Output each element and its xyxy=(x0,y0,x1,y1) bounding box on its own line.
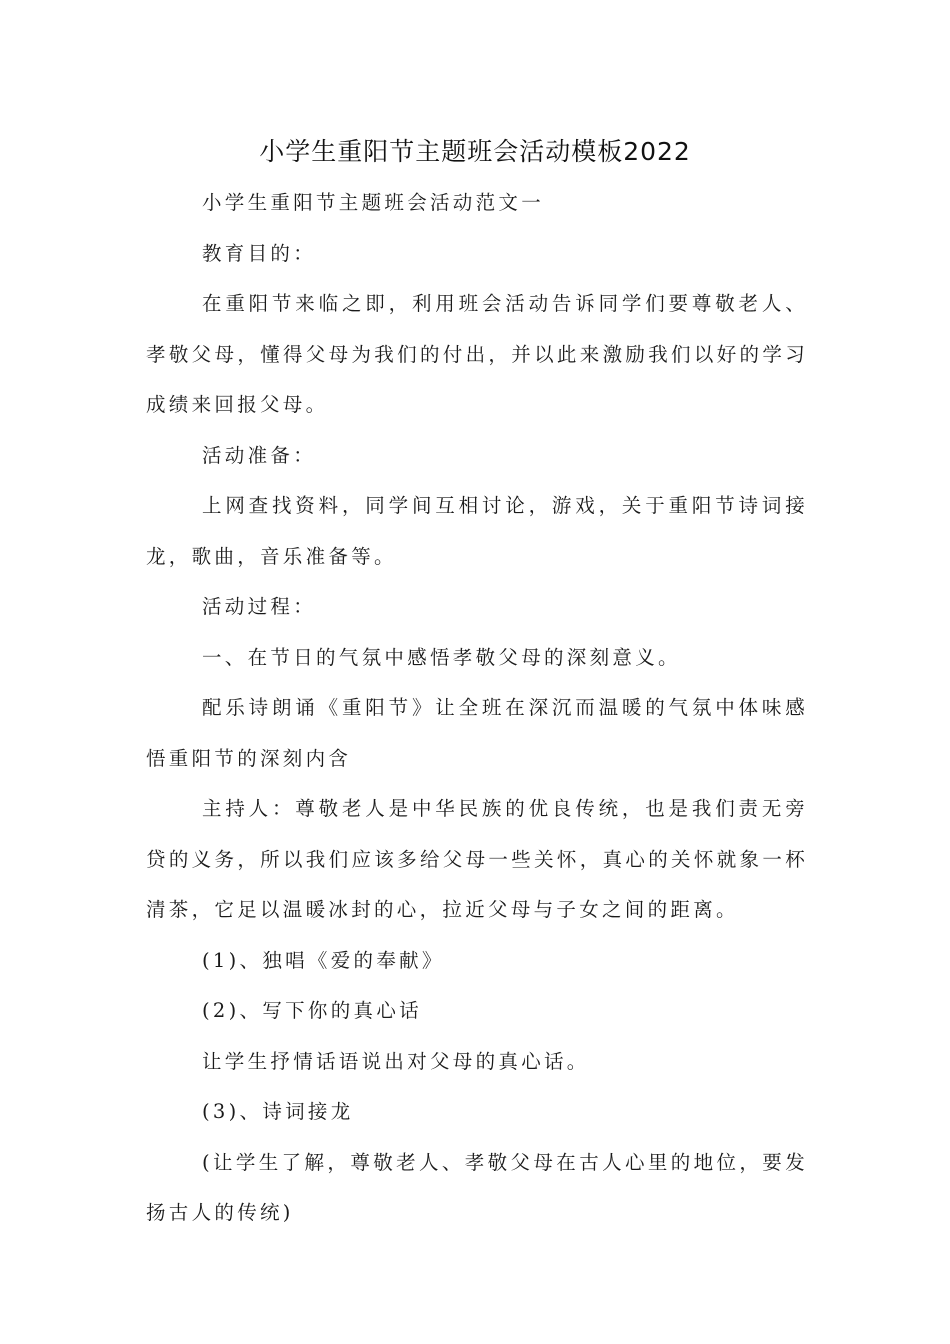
paragraph-item-2: (2)、写下你的真心话 xyxy=(202,999,422,1022)
paragraph-poem-recital: 配乐诗朗诵《重阳节》让全班在深沉而温暖的气氛中体味感悟重阳节的深刻内含 xyxy=(146,696,808,770)
paragraph-heading-sample: 小学生重阳节主题班会活动范文一 xyxy=(202,191,545,214)
paragraph-preparation-label: 活动准备： xyxy=(202,443,317,467)
paragraph-item-3: (3)、诗词接龙 xyxy=(202,1100,354,1123)
paragraph-education-goal: 在重阳节来临之即，利用班会活动告诉同学们要尊敬老人、孝敬父母，懂得父母为我们的付出，并以此来激励我们以好的学习成绩来回报父母。 xyxy=(146,292,808,416)
paragraph-preparation: 上网查找资料，同学间互相讨论，游戏，关于重阳节诗词接龙，歌曲，音乐准备等。 xyxy=(146,494,808,568)
document-body xyxy=(146,178,808,1239)
paragraph-step-one: 一、在节日的气氛中感悟孝敬父母的深刻意义。 xyxy=(202,645,681,669)
paragraph-item-2-detail: 让学生抒情话语说出对父母的真心话。 xyxy=(202,1049,590,1073)
paragraph-education-goal-label: 教育目的： xyxy=(202,241,317,265)
paragraph-item-1: (1)、独唱《爱的奉献》 xyxy=(202,948,445,972)
paragraph-process-label: 活动过程： xyxy=(202,595,317,618)
document-title: 小学生重阳节主题班会活动模板2022 xyxy=(259,137,691,166)
paragraph-item-3-detail: (让学生了解，尊敬老人、孝敬父母在古人心里的地位，要发扬古人的传统) xyxy=(146,1150,808,1224)
paragraph-host-speech: 主持人：尊敬老人是中华民族的优良传统，也是我们责无旁贷的义务，所以我们应该多给父母一些关怀，真心的关怀就象一杯清茶，它足以温暖冰封的心，拉近父母与子女之间的距离。 xyxy=(146,797,808,921)
